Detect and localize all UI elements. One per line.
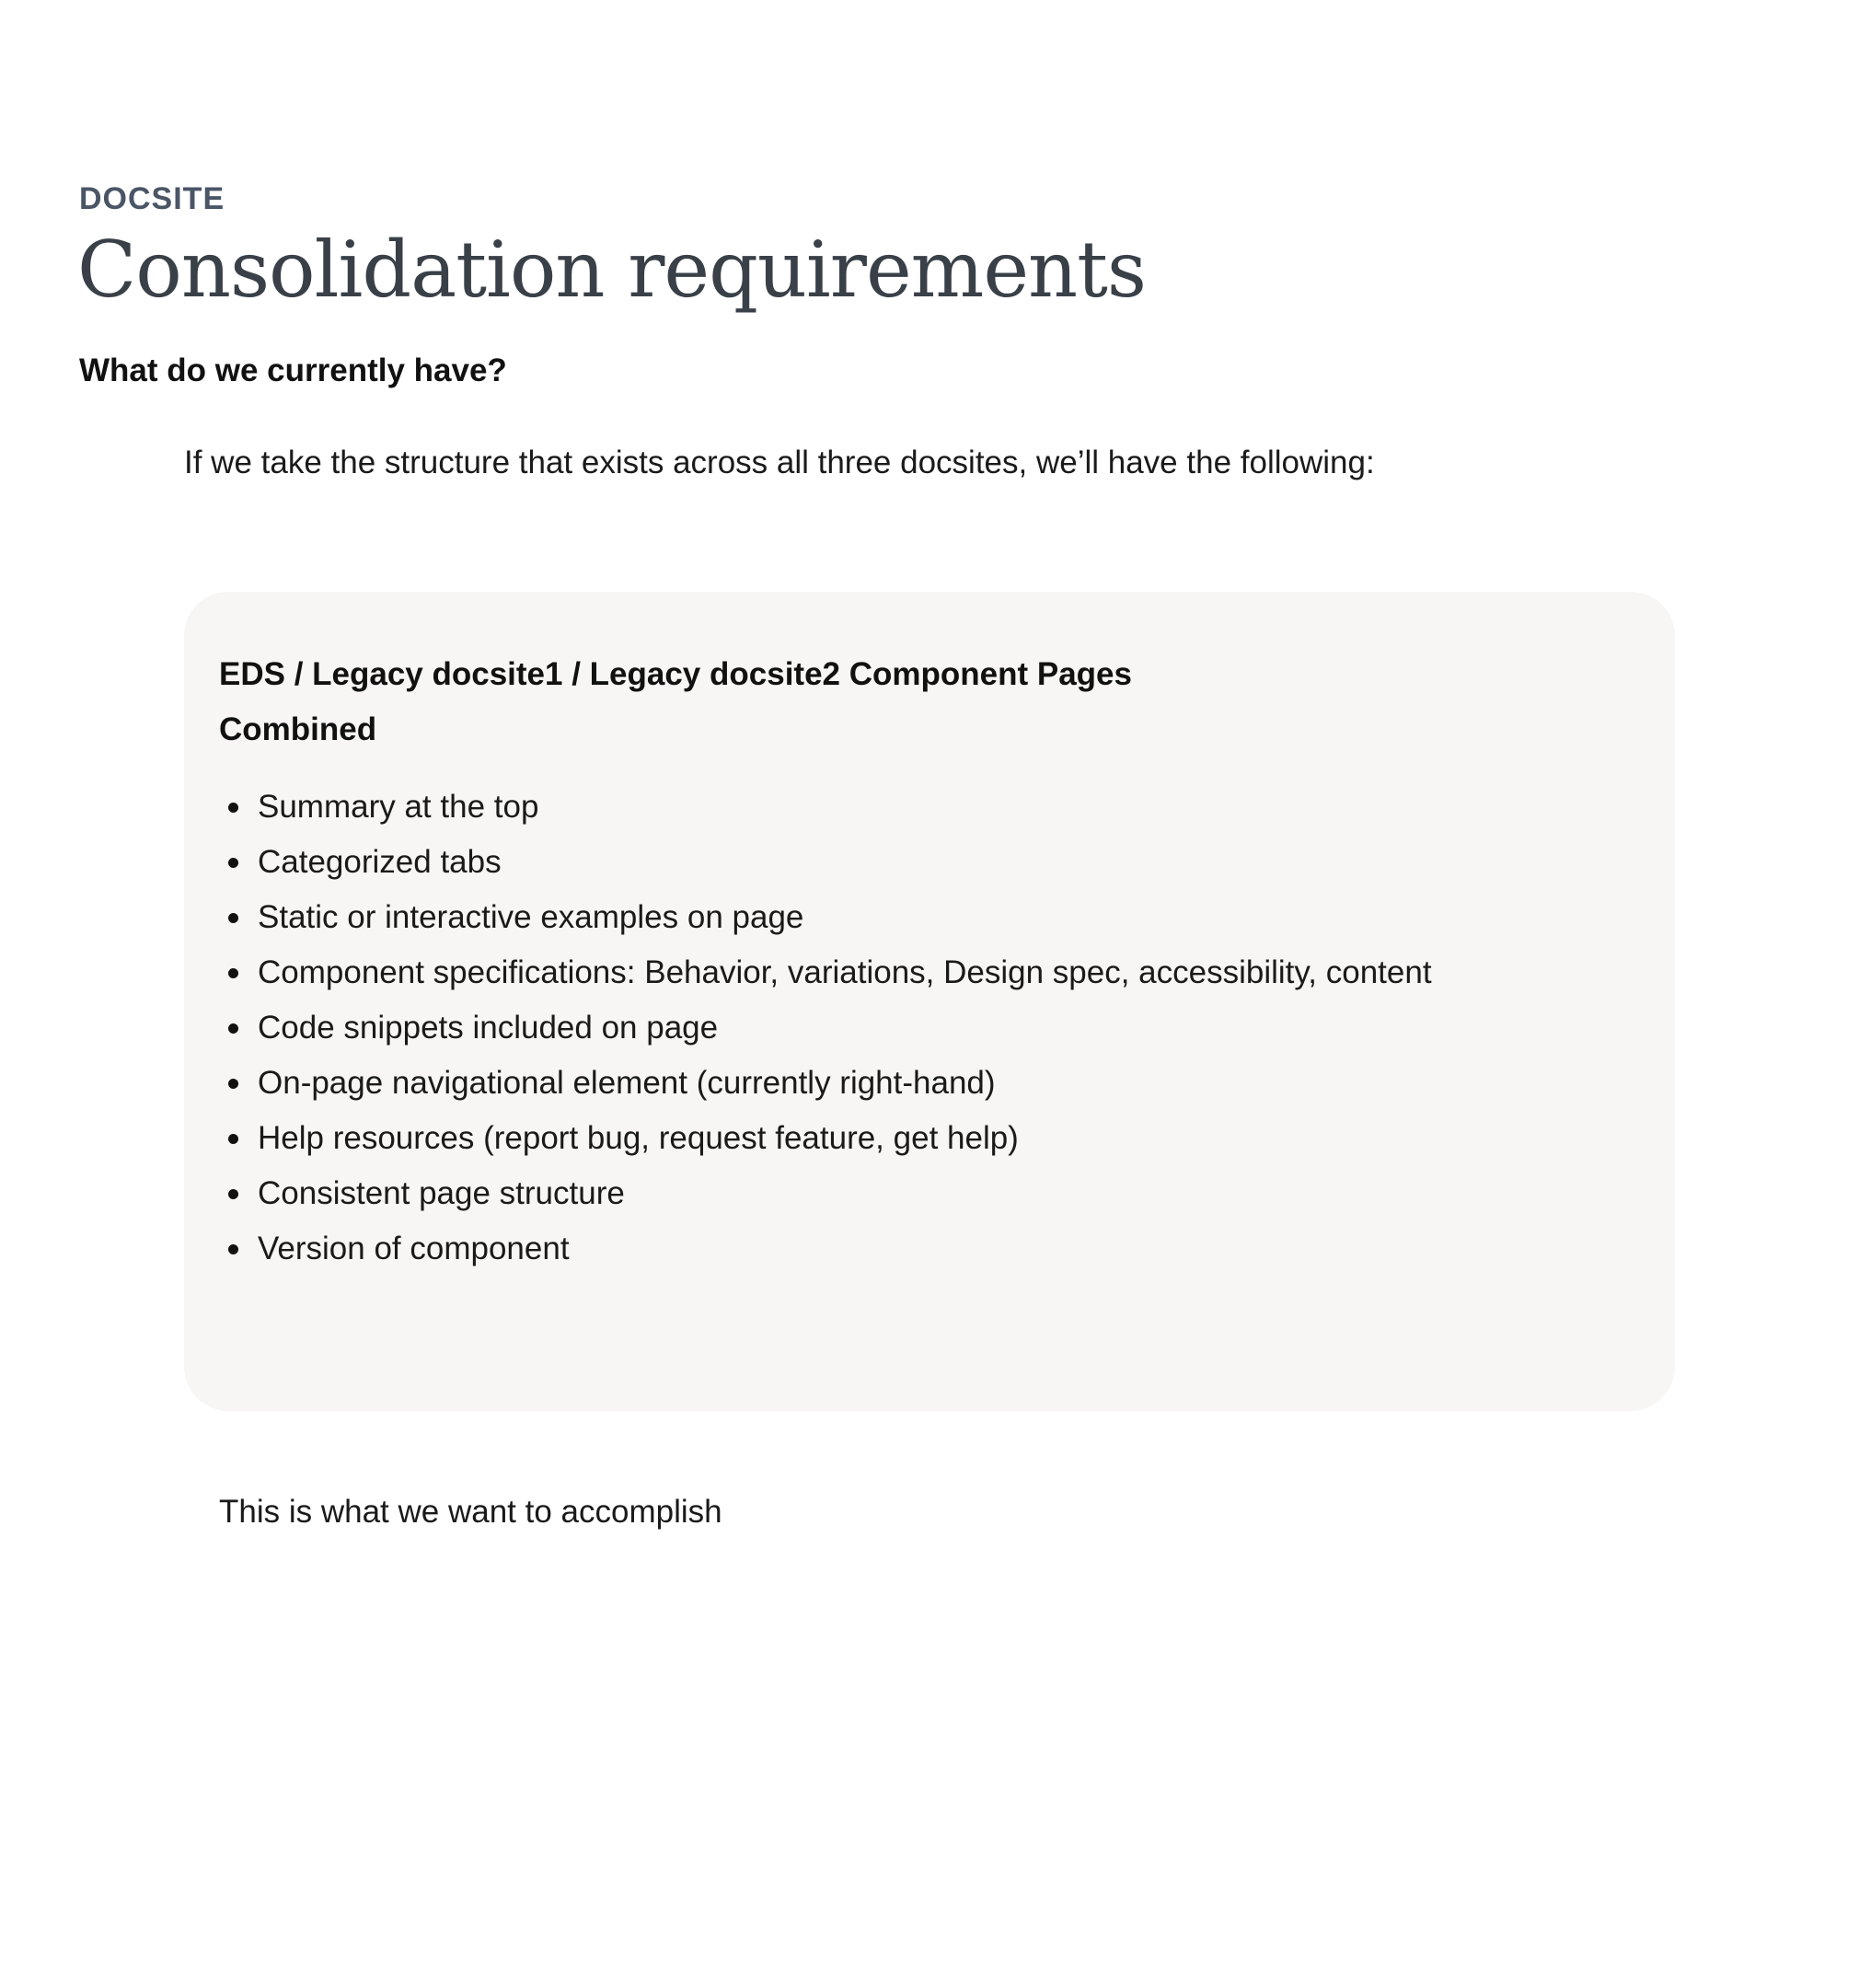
- list-item-text: Code snippets included on page: [258, 1010, 719, 1046]
- page-title: Consolidation requirements: [77, 225, 1146, 315]
- list-item: [219, 890, 1432, 945]
- eyebrow-label: DOCSITE: [79, 181, 225, 216]
- bullet-icon: [228, 913, 238, 923]
- bullet-icon: [228, 1023, 238, 1034]
- list-item-text: On-page navigational element (currently right-hand): [258, 1065, 996, 1101]
- list-item-text: Help resources (report bug, request feature, get help): [258, 1120, 1019, 1156]
- list-item: [219, 945, 1432, 1000]
- list-item: [219, 1000, 1432, 1056]
- list-item: [219, 1056, 1432, 1111]
- bullet-icon: [228, 968, 238, 978]
- list-item-text: Consistent page structure: [258, 1175, 625, 1211]
- bullet-icon: [228, 1244, 238, 1254]
- requirements-card: [184, 592, 1675, 1411]
- bullet-icon: [228, 1189, 238, 1199]
- list-item-text: Version of component: [258, 1231, 570, 1266]
- list-item: [219, 780, 1432, 835]
- bullet-icon: [228, 803, 238, 813]
- list-item-text: Static or interactive examples on page: [258, 899, 804, 935]
- list-item-text: Component specifications: Behavior, variations, Design spec, accessibility, content: [258, 954, 1432, 990]
- list-item: [219, 1166, 1432, 1221]
- list-item: [219, 835, 1432, 890]
- requirements-list: [219, 780, 1432, 1277]
- list-item: [219, 1221, 1432, 1277]
- list-item-text: Categorized tabs: [258, 844, 502, 880]
- bullet-icon: [228, 1134, 238, 1144]
- bullet-icon: [228, 1079, 238, 1089]
- intro-paragraph: If we take the structure that exists across all three docsites, we’ll have the following:: [184, 445, 1375, 480]
- bullet-icon: [228, 858, 238, 868]
- list-item: [219, 1111, 1432, 1166]
- section-heading: What do we currently have?: [79, 353, 507, 388]
- list-item-text: Summary at the top: [258, 789, 539, 825]
- card-title: EDS / Legacy docsite1 / Legacy docsite2 Component Pages Combined: [219, 656, 1132, 747]
- footer-paragraph: This is what we want to accomplish: [219, 1494, 722, 1530]
